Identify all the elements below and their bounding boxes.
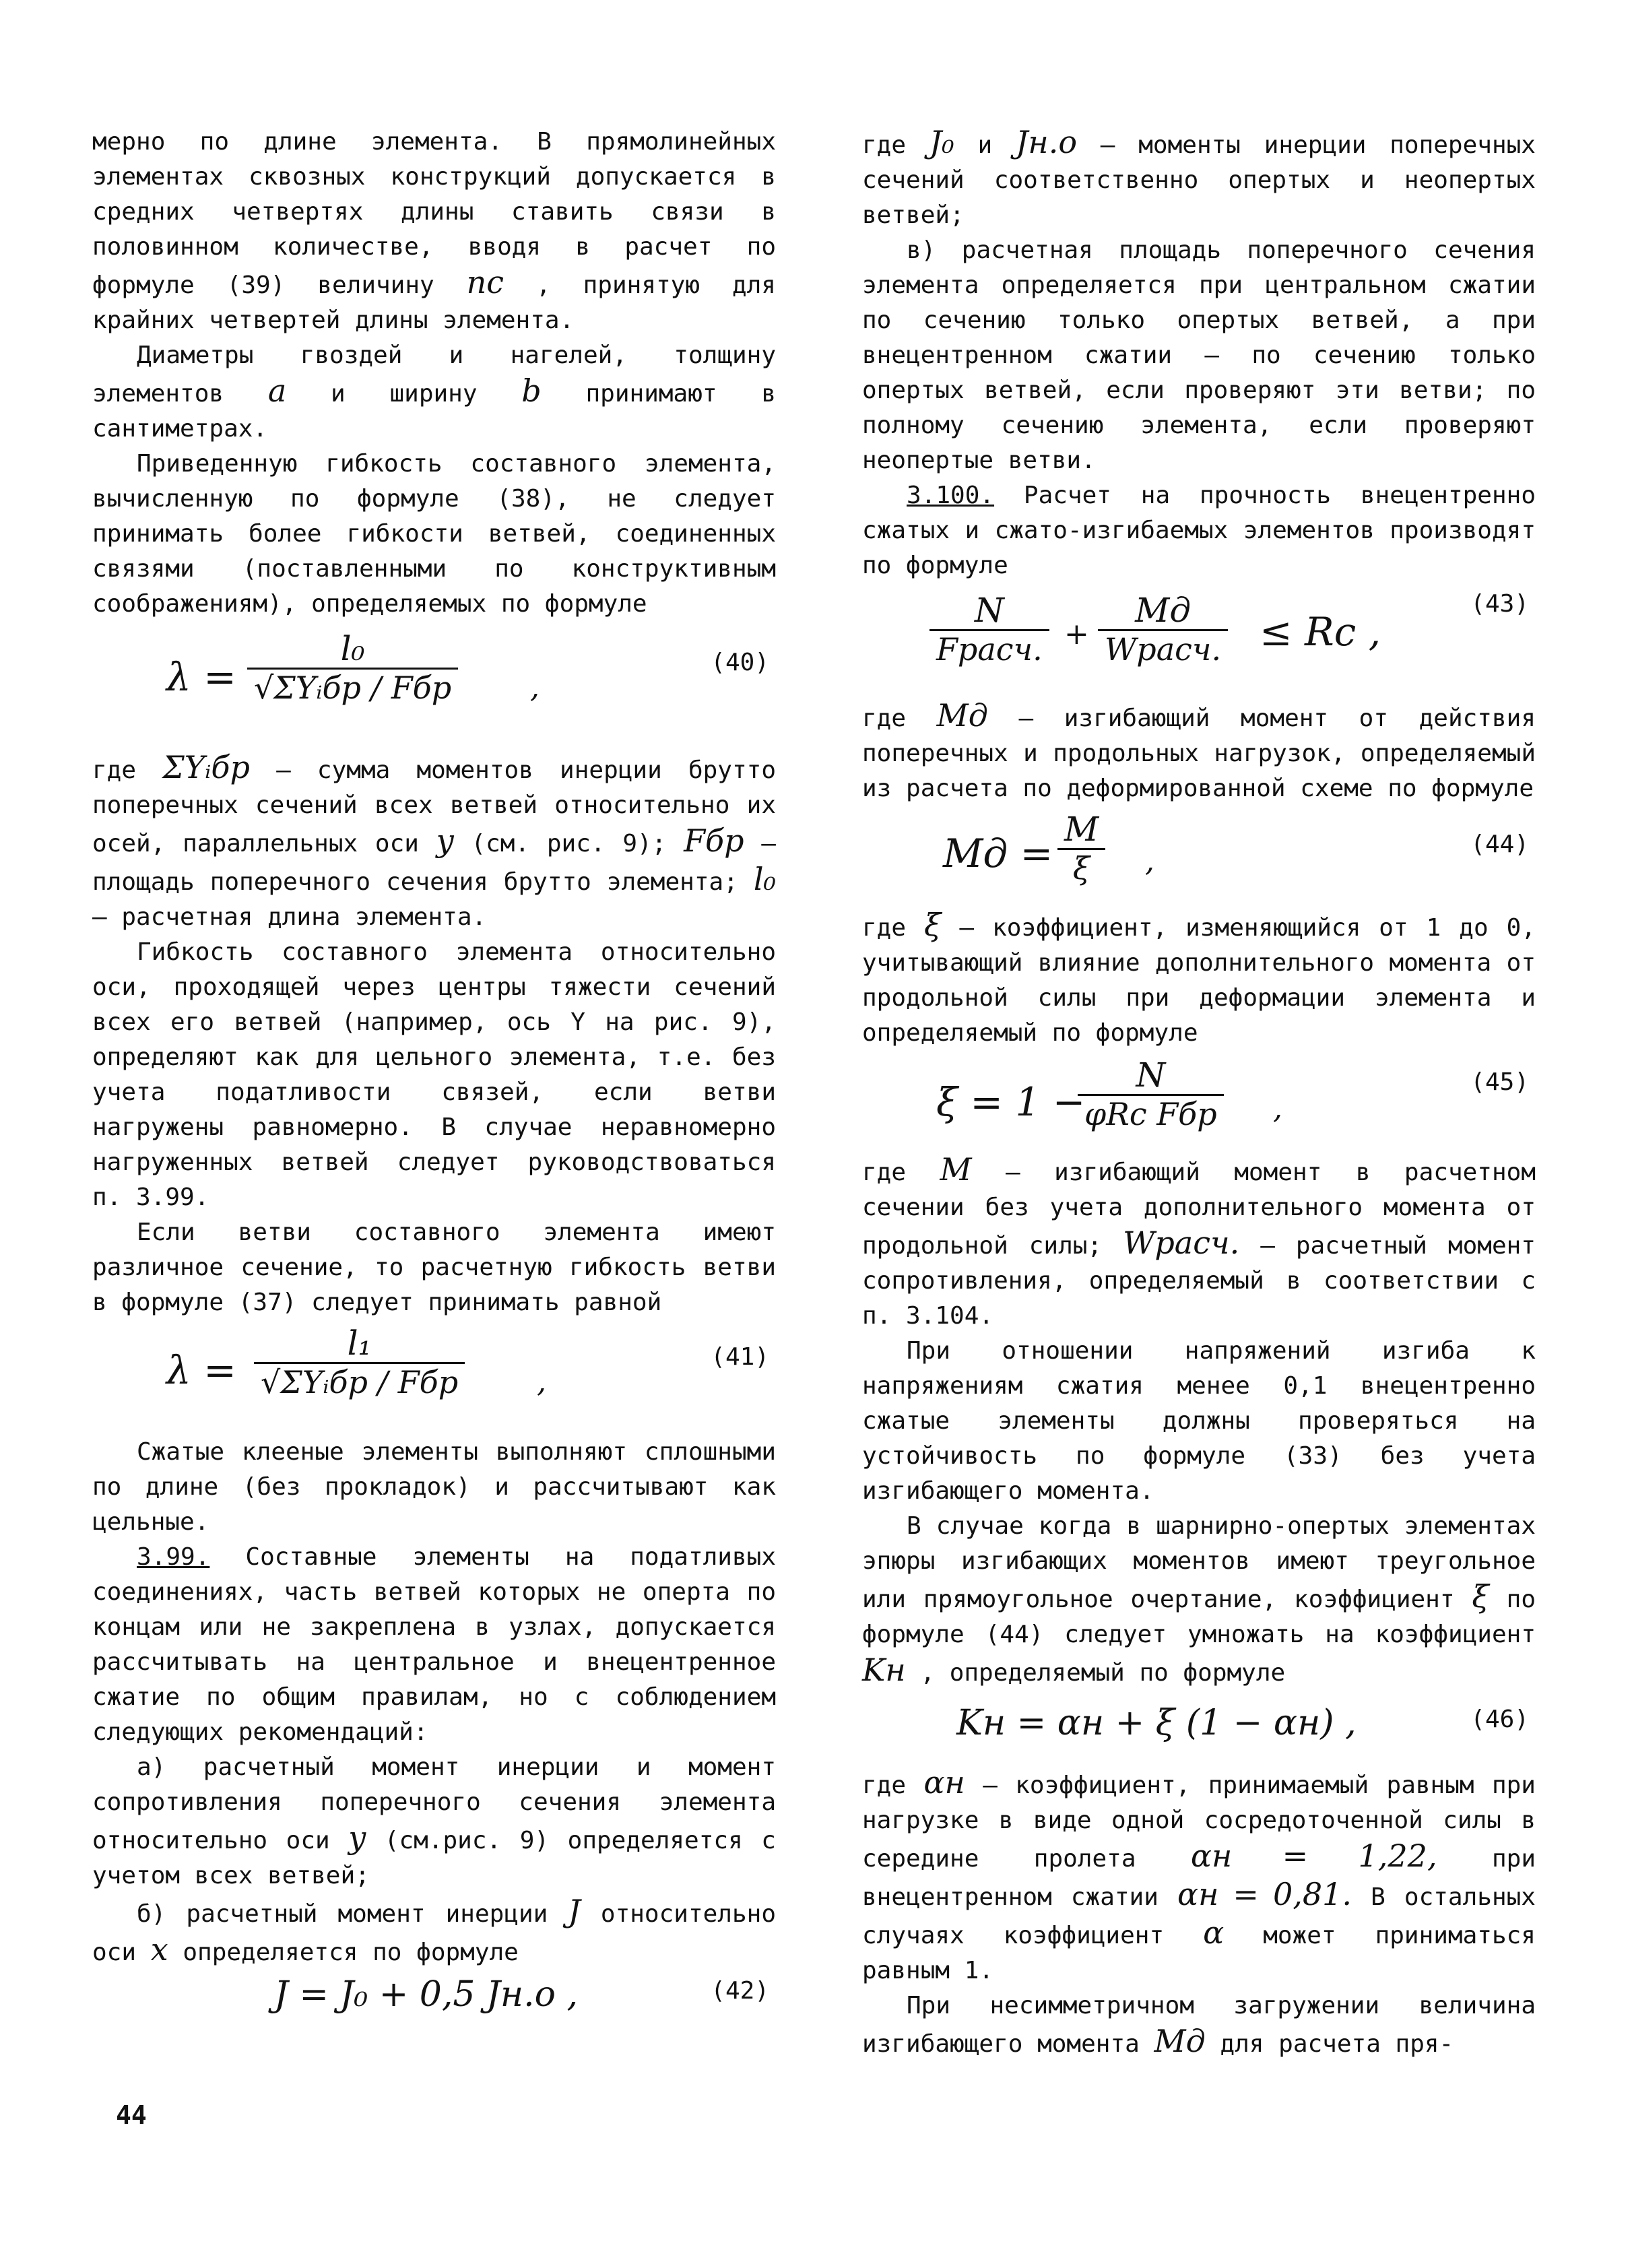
equation-number: (45): [1470, 1068, 1529, 1096]
symbol-nc: nс: [466, 264, 504, 300]
symbol-b: b: [521, 372, 542, 409]
equation-number: (41): [711, 1343, 769, 1371]
paragraph: Диаметры гвоздей и нагелей, толщину элементов a и ширину b принимают в сантиметрах.: [92, 342, 776, 443]
formula-lhs: λ =: [166, 654, 236, 700]
paragraph: Если ветви составного элемента имеют различное сечение, то расчетную гибкость ветви в формуле (37) следует принимать равной: [92, 1219, 776, 1316]
paragraph: где αн – коэффициент, принимаемый равным при нагрузке в виде одной сосредоточенной силы в середине пролета αн = 1,22, при внецентренном сжатии αн = 0,81. В остальных случаях коэффициент α может приниматься равным 1.: [862, 1764, 1536, 1984]
paragraph: В случае когда в шарнирно-опертых элементах эпюры изгибающих моментов имеют треугольное или прямоугольное очертание, коэффициент ξ по формуле (44) следует умножать на коэффициент Kн , определяемый по формуле: [862, 1512, 1536, 1688]
formula-fraction: $\frac{M}{\xi}$: [1057, 810, 1105, 886]
paragraph: мерно по длине элемента. В прямолинейных элементах сквозных конструкций допускается в средних четвертях длины ставить связи в половинном количестве, вводя в расчет по формуле (39) величину nс , принятую для крайних четвертей длины элемента.: [92, 128, 776, 334]
equation-number: (42): [711, 1977, 769, 2005]
formula-fraction: l₀ √ΣYᵢбр / Fбр: [247, 630, 458, 706]
equation-number: (44): [1470, 831, 1529, 858]
formula-42: [92, 1970, 776, 2031]
formula-body: Kн = αн + ξ (1 − αн) ,: [956, 1703, 1357, 1743]
formula-lhs: λ =: [166, 1347, 236, 1393]
paragraph: Гибкость составного элемента относительно оси, проходящей через центры тяжести сечений всех его ветвей (например, ось Y на рис. 9), определяют как для цельного элемента, т.е. без учета податливости связей, если ветви нагружены равномерно. В случае неравномерно нагруженных ветвей следует руководствоваться п. 3.99.: [92, 938, 776, 1211]
formula-fraction: N Fрасч.: [929, 591, 1049, 668]
paragraph: При отношении напряжений изгиба к напряжениям сжатия менее 0,1 внецентренно сжатые элементы должны проверяться на устойчивость по формуле (33) без учета изгибающего момента.: [862, 1337, 1536, 1505]
formula-body: J = J₀ + 0,5 Jн.о ,: [274, 1974, 579, 2015]
paragraph: в) расчетная площадь поперечного сечения элемента определяется при центральном сжатии по сечению только опертых ветвей, а при внецентренном сжатии – по сечению только опертых ветвей, если проверяют эти ветви; по полному сечению элемента, если проверяют неопертые ветви.: [862, 236, 1536, 474]
formula-lhs: Mд =: [943, 831, 1053, 876]
left-column: [92, 125, 776, 2031]
paragraph: где ΣYᵢбр – сумма моментов инерции брутто поперечных сечений всех ветвей относительно их осей, параллельных оси y (см. рис. 9); Fбр – площадь поперечного сечения брутто элемента; l₀ – расчетная длина элемента.: [92, 749, 776, 931]
paragraph: где ξ – коэффициент, изменяющийся от 1 до 0, учитывающий влияние дополнительного момента от продольной силы при деформации элемента и определяемый по формуле: [862, 907, 1536, 1047]
paragraph: где Mд – изгибающий момент от действия поперечных и продольных нагрузок, определяемый из расчета по деформированной схеме по формуле: [862, 697, 1536, 802]
formula-fraction: N φRс Fбр: [1078, 1056, 1224, 1132]
equation-number: (46): [1470, 1706, 1529, 1733]
right-column: [862, 125, 1536, 2062]
paragraph: б) расчетный момент инерции J относительно оси x определяется по формуле: [92, 1893, 776, 1968]
paragraph: 3.100. Расчет на прочность внецентренно сжатых и сжато-изгибаемых элементов производят по формуле: [862, 482, 1536, 579]
paragraph: где M – изгибающий момент в расчетном сечении без учета дополнительного момента от продольной силы; Wрасч. – расчетный момент сопротивления, определяемый в соответствии с п. 3.104.: [862, 1151, 1536, 1330]
page-number: 44: [116, 2100, 147, 2130]
paragraph: где J₀ и Jн.о – моменты инерции поперечных сечений соответственно опертых и неопертых ветвей;: [862, 124, 1536, 229]
formula-lhs: ξ = 1 −: [936, 1079, 1086, 1125]
paragraph: а) расчетный момент инерции и момент сопротивления поперечного сечения элемента относительно оси y (см.рис. 9) определяется с учетом всех ветвей;: [92, 1753, 776, 1889]
paragraph: При несимметричном загружении величина изгибающего момента Mд для расчета пря-: [862, 1992, 1536, 2059]
section-number: 3.99.: [137, 1543, 210, 1571]
equation-number: (43): [1470, 590, 1529, 618]
paragraph: Приведенную гибкость составного элемента, вычисленную по формуле (38), не следует принимать более гибкости ветвей, соединенных связями (поставленными по конструктивным соображениям), определяемых по формуле: [92, 450, 776, 618]
symbol-a: a: [267, 372, 287, 409]
formula-41: λ = l₁ √ΣYᵢбр / Fбр , (41): [166, 1324, 769, 1400]
paragraph: 3.99. Составные элементы на податливых соединениях, часть ветвей которых не оперта по концам или не закреплена в узлах, допускается рассчитывать на центральное и внецентренное сжатие по общим правилам, но с соблюдением следующих рекомендаций:: [92, 1543, 776, 1746]
formula-44: Mд = $\frac{M}{\xi}$ , (44): [943, 810, 1529, 886]
equation-number: (40): [711, 649, 769, 676]
formula-46: [862, 1691, 1536, 1765]
formula-fraction: Mд Wрасч.: [1098, 591, 1228, 668]
formula-43: N Fрасч. + Mд Wрасч. ≤ Rс , (43): [862, 583, 1536, 698]
formula-fraction: l₁ √ΣYᵢбр / Fбр: [254, 1324, 465, 1400]
paragraph: Сжатые клееные элементы выполняют сплошными по длине (без прокладок) и рассчитывают как цельные.: [92, 1438, 776, 1536]
formula-45: ξ = 1 − N φRс Fбр , (45): [936, 1056, 1529, 1132]
section-number: 3.100.: [907, 482, 995, 509]
formula-40: λ = l₀ √ΣYᵢбр / Fбр , (40): [166, 629, 769, 706]
